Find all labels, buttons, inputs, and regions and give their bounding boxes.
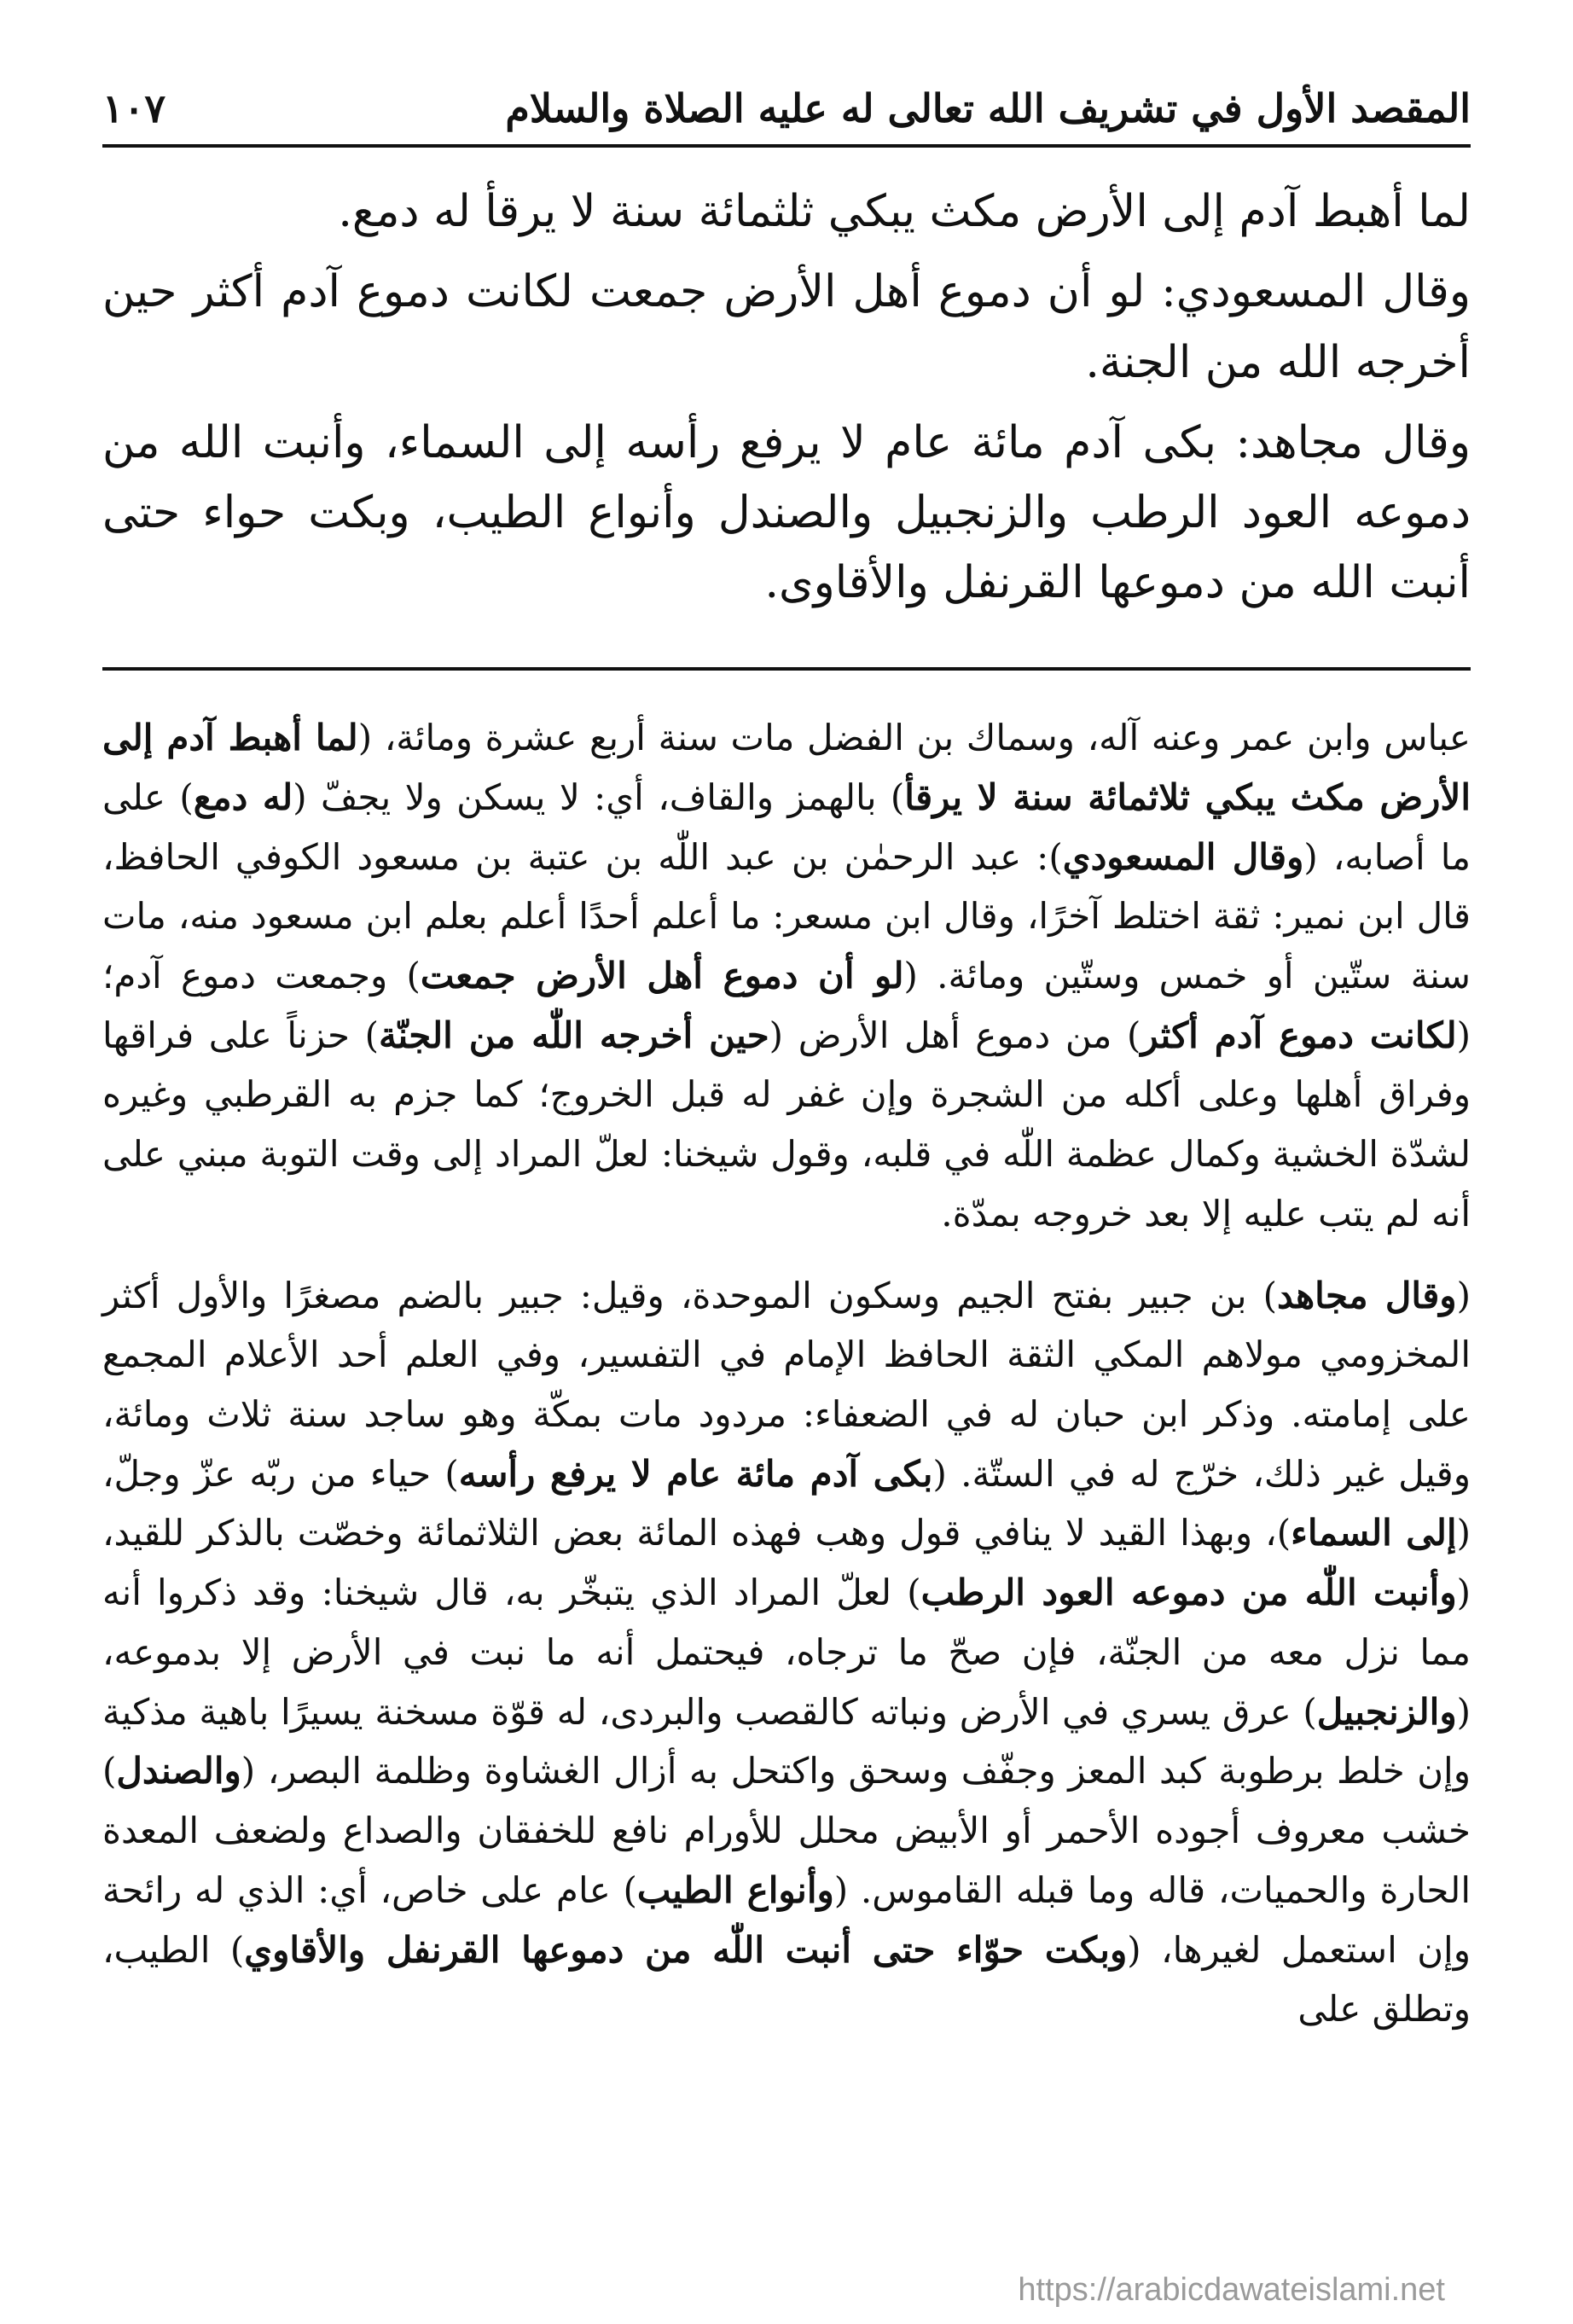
commentary-text: ) لعلّ المراد الذي يتبخّر به، قال شيخنا: وقد ذكروا أنه مما نزل معه من الجنّة، فإن صحّ ما ترجاه، فيحتمل أنه ما نبت في الأرض إلا بدموعه، ( bbox=[102, 1572, 1471, 1733]
quoted-matn: والزنجبيل bbox=[1316, 1690, 1457, 1733]
commentary-text: ) حياء من ربّه عزّ وجلّ، ( bbox=[102, 1452, 1471, 1554]
commentary-text: عباس وابن عمر وعنه آله، وسماك بن الفضل مات سنة أربع عشرة ومائة، ( bbox=[357, 717, 1471, 759]
page-number: ١٠٧ bbox=[102, 85, 166, 131]
quoted-matn: بكى آدم مائة عام لا يرفع رأسه bbox=[458, 1452, 933, 1495]
commentary-text: ) الطيب، وتطلق على bbox=[102, 1928, 1471, 2031]
commentary-text: ) عام على خاص، أي: الذي له رائحة وإن استعمل لغيرها، ( bbox=[102, 1868, 1471, 1971]
commentary-text: ) على ما أصابه، ( bbox=[102, 776, 1471, 878]
main-paragraph: وقال مجاهد: بكى آدم مائة عام لا يرفع رأسه إلى السماء، وأنبت الله من دموعه العود الرطب والزنجبيل والصندل وأنواع الطيب، وبكت حواء حتى أنبت الله من دموعها القرنفل والأقاوى. bbox=[102, 416, 1471, 608]
commentary-text: ) عرق يسري في الأرض ونباته كالقصب والبردى، له قوّة مسخنة يسيرًا باهية مذكية وإن خلط برطوبة كبد المعز وجفّف وسحق واكتحل به أزال الغشاوة وظلمة البصر، ( bbox=[102, 1690, 1471, 1792]
commentary-paragraph bbox=[102, 708, 1471, 1243]
commentary-text: )، وبهذا القيد لا ينافي قول وهب فهذه المائة بعض الثلاثمائة وخصّت بالذكر للقيد، ( bbox=[102, 1512, 1471, 1614]
quoted-matn: وأنبت اللّٰه من دموعه العود الرطب bbox=[920, 1572, 1457, 1614]
commentary-text: ) بن جبير بفتح الجيم وسكون الموحدة، وقيل: جبير بالضم مصغرًا والأول أكثر المخزومي مولاهم المكي الثقة الحافظ الإمام في التفسير، وفي العلم أحد الأعلام المجمع على إمامته. وذكر ابن حبان له في الضعفاء: مردود مات بمكّة وهو ساجد سنة ثلاث ومائة، وقيل غير ذلك، خرّج له في الستّة. ( bbox=[102, 1274, 1471, 1495]
footnote-separator bbox=[102, 667, 1471, 671]
commentary-text: ) بالهمز والقاف، أي: لا يسكن ولا يجفّ ( bbox=[293, 776, 905, 818]
quoted-matn: وأنواع الطيب bbox=[636, 1868, 834, 1911]
commentary-text: ) حزناً على فراقها وفراق أهلها وعلى أكله من الشجرة وإن غفر له قبل الخروج؛ كما جزم به القرطبي وغيره لشدّة الخشية وكمال عظمة اللّٰه في قلبه، وقول شيخنا: لعلّ المراد إلى وقت التوبة مبني على أنه لم يتب عليه إلا بعد خروجه بمدّة. bbox=[102, 1014, 1471, 1235]
header-title: المقصد الأول في تشريف الله تعالى له عليه الصلاة والسلام bbox=[505, 85, 1471, 131]
main-paragraph: وقال المسعودي: لو أن دموع أهل الأرض جمعت لكانت دموع آدم أكثر حين أخرجه الله من الجنة. bbox=[102, 266, 1471, 388]
main-text bbox=[102, 177, 1471, 618]
quoted-matn: لكانت دموع آدم أكثر bbox=[1141, 1014, 1457, 1056]
quoted-matn: لما أهبط آدم إلى الأرض مكث يبكي ثلاثمائة سنة لا يرقأ bbox=[102, 717, 1471, 818]
quoted-matn: وقال مجاهد bbox=[1276, 1274, 1457, 1316]
commentary bbox=[102, 708, 1471, 2039]
quoted-matn: إلى السماء bbox=[1291, 1512, 1457, 1554]
commentary-text: ) وجمعت دموع آدم؛ ( bbox=[102, 955, 1471, 1056]
quoted-matn: وقال المسعودي bbox=[1062, 835, 1304, 878]
quoted-matn: له دمع bbox=[193, 776, 293, 818]
quoted-matn: لو أن دموع أهل الأرض جمعت bbox=[420, 955, 904, 996]
commentary-text: ( bbox=[1456, 1274, 1471, 1316]
commentary-text: ) من دموع أهل الأرض ( bbox=[769, 1014, 1141, 1056]
quoted-matn: وبكت حوّاء حتى أنبت اللّٰه من دموعها القرنفل والأقاوي bbox=[244, 1928, 1128, 1971]
commentary-text: ) خشب معروف أجوده الأحمر أو الأبيض محلل للأورام نافع للخفقان والصداع ولضعف المعدة الحارة والحميات، قاله وما قبله القاموس. ( bbox=[102, 1750, 1471, 1911]
quoted-matn: والصندل bbox=[116, 1750, 241, 1792]
commentary-paragraph bbox=[102, 1266, 1471, 2039]
main-paragraph: لما أهبط آدم إلى الأرض مكث يبكي ثلثمائة سنة لا يرقأ له دمع. bbox=[338, 186, 1471, 238]
commentary-text: ): عبد الرحمٰن بن عبد اللّٰه بن عتبة بن مسعود الكوفي الحافظ، قال ابن نمير: ثقة اختلط آخرًا، وقال ابن مسعر: ما أعلم أحدًا أعلم بعلم ابن مسعود منه، مات سنة ستّين أو خمس وستّين ومائة. ( bbox=[102, 835, 1471, 996]
watermark-url: https://arabicdawateislami.net bbox=[1018, 2272, 1445, 2308]
quoted-matn: حين أخرجه اللّٰه من الجنّة bbox=[379, 1014, 769, 1056]
running-header bbox=[102, 85, 1471, 148]
